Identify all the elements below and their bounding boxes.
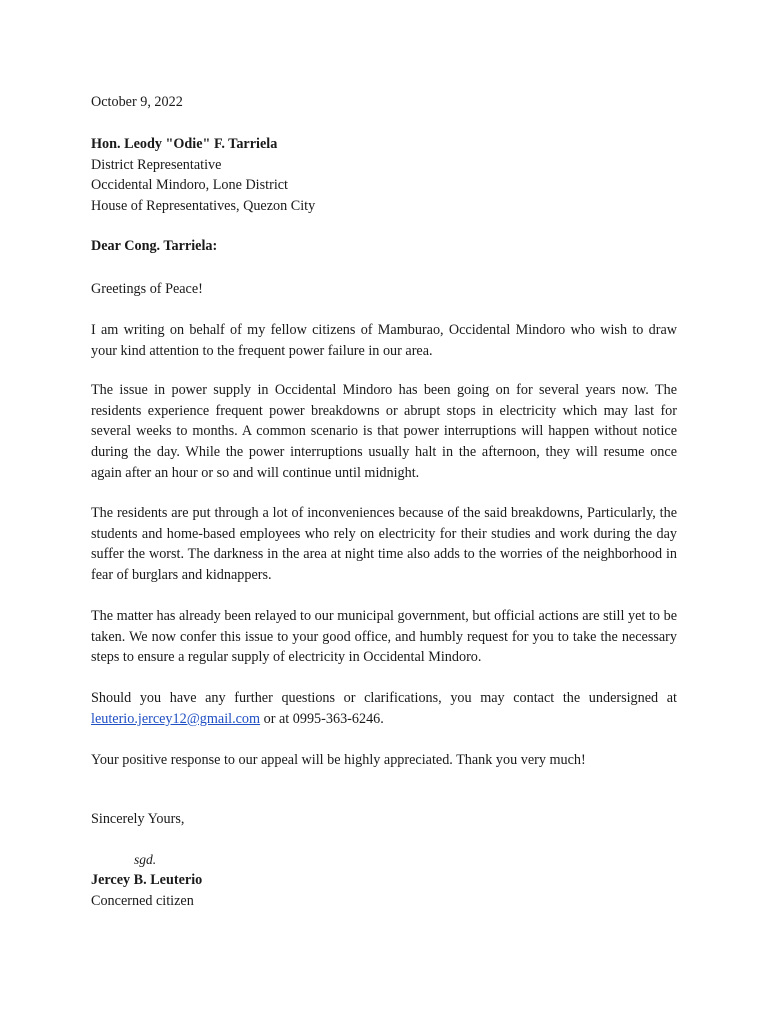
signer-name: Jercey B. Leuterio	[91, 872, 203, 888]
body-paragraph: The issue in power supply in Occidental Mindoro has been going on for several years now. The residents experience frequent power breakdowns or abrupt stops in electricity which may last for several weeks to months. A common scenario is that power interruptions will happen without notice during the day. While the power interruptions usually halt in the afternoon, they will resume once again after an hour or so and will continue until midnight.	[91, 382, 677, 481]
contact-paragraph	[91, 688, 677, 729]
contact-text-before: Should you have any further questions or clarifications, you may contact the undersigned at	[91, 690, 677, 706]
recipient-district: Occidental Mindoro, Lone District	[91, 177, 288, 193]
recipient-name: Hon. Leody "Odie" F. Tarriela	[91, 136, 278, 152]
signature-mark: sgd.	[134, 852, 157, 867]
email-link[interactable]: leuterio.jercey12@gmail.com	[91, 710, 261, 727]
salutation: Dear Cong. Tarriela:	[91, 238, 218, 254]
body-paragraph: The matter has already been relayed to our municipal government, but official actions are still yet to be taken. We now confer this issue to your good office, and humbly request for you to take the necessary steps to ensure a regular supply of electricity in Occidental Mindoro.	[91, 608, 677, 666]
body-paragraph: I am writing on behalf of my fellow citizens of Mamburao, Occidental Mindoro who wish to draw your kind attention to the frequent power failure in our area.	[91, 322, 677, 359]
recipient-office: House of Representatives, Quezon City	[91, 197, 316, 214]
recipient-address-block	[91, 134, 315, 216]
recipient-title: District Representative	[91, 156, 222, 173]
letter-date: October 9, 2022	[91, 94, 183, 110]
signer-role: Concerned citizen	[91, 893, 194, 909]
greeting: Greetings of Peace!	[91, 281, 203, 297]
contact-text-after: or at 0995-363-6246.	[260, 710, 384, 727]
closing-line: Your positive response to our appeal will be highly appreciated. Thank you very much!	[91, 752, 586, 768]
body-paragraph: The residents are put through a lot of inconveniences because of the said breakdowns, Particularly, the students and home-based employees who rely on electricity for their studies and work during the day suffer the worst. The darkness in the area at night time also adds to the worries of the neighborhood in fear of burglars and kidnappers.	[91, 505, 677, 584]
closing: Sincerely Yours,	[91, 811, 185, 827]
